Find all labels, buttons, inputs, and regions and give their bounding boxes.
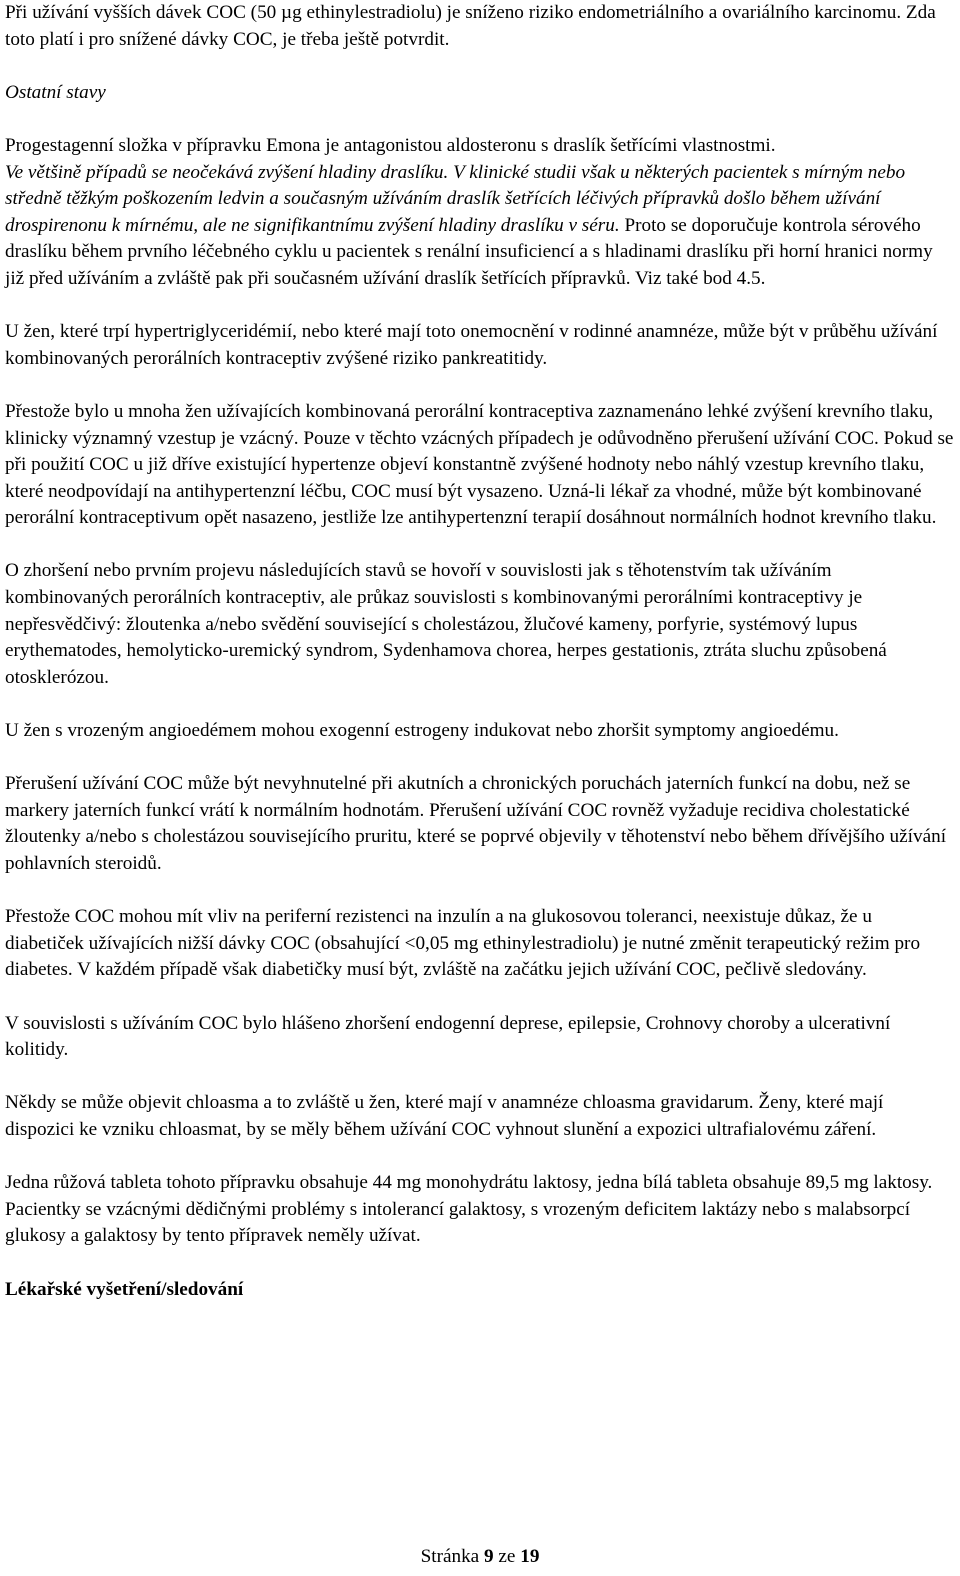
footer-mid: ze <box>493 1546 521 1567</box>
paragraph-potassium <box>5 133 955 293</box>
footer-page-number: 9 <box>484 1546 494 1567</box>
paragraph-lactose: Jedna růžová tableta tohoto přípravku obsahuje 44 mg monohydrátu laktosy, jedna bílá tableta obsahuje 89,5 mg laktosy. Pacientky se vzácnými dědičnými problémy s intolerancí galaktosy, s vrozeným deficitem laktázy nebo s malabsorpcí glukosy a galaktosy by tento přípravek neměly užívat. <box>5 1172 933 1247</box>
paragraph-liver: Přerušení užívání COC může být nevyhnutelné při akutních a chronických poruchách jaterních funkcí na dobu, než se markery jaterních funkcí vrátí k normálním hodnotám. Přerušení užívání COC rovněž vyžaduje recidiva cholestatické žloutenky a/nebo s cholestázou souvisejícího pruritu, které se poprvé objevily v těhotenství nebo během dřívějšího užívání pohlavních steroidů. <box>5 773 947 874</box>
paragraph-chloasma: Někdy se může objevit chloasma a to zvláště u žen, které mají v anamnéze chloasma gravidarum. Ženy, které mají dispozici ke vzniku chloasmat, by se měly během užívání COC vyhnout slunění a expozici ultrafialovému záření. <box>5 1092 884 1140</box>
potassium-recommendation: Proto se doporučuje kontrola sérového draslíku během prvního léčebného cyklu u pacientek s renální insuficiencí a s hladinami draslíku při horní hranici normy již před užíváním a zvláště pak při současném užívání draslík šetřících přípravků. Viz také bod 4.5. <box>5 214 933 289</box>
paragraph-pancreatitis: U žen, které trpí hypertriglyceridémií, nebo které mají toto onemocnění v rodinné anamnéze, může být v průběhu užívání kombinovaných perorálních kontraceptiv zvýšené riziko pankreatitidy. <box>5 321 938 369</box>
potassium-study-italic: Ve většině případů se neočekává zvýšení hladiny draslíku. V klinické studii však u některých pacientek s mírným nebo středně těžkým poškozením ledvin a současným užíváním draslík šetřících léčivých přípravků došlo během užívání drospirenonu k mírnému, ale ne signifikantnímu zvýšení hladiny draslíku v séru. <box>5 161 906 236</box>
paragraph-diabetes: Přestože COC mohou mít vliv na periferní rezistenci na inzulín a na glukosovou toleranci, neexistuje důkaz, že u diabetiček užívajících nižší dávky COC (obsahující <0,05 mg ethinylestradiolu) je nutné změnit terapeutický režim pro diabetes. V každém případě však diabetičky musí být, zvláště na začátku jejich užívání COC, pečlivě sledovány. <box>5 906 921 981</box>
page-footer <box>0 1544 960 1571</box>
footer-page-total: 19 <box>520 1546 540 1567</box>
paragraph-conditions: O zhoršení nebo prvním projevu následujících stavů se hovoří v souvislosti jak s těhotenstvím tak užíváním kombinovaných perorálních kontraceptiv, ale průkaz souvislosti s kombinovanými perorálními kontraceptivy je nepřesvědčivý: žloutenka a/nebo svědění související s cholestázou, žlučové kameny, porfyrie, systémový lupus erythematodes, hemolyticko-uremický syndrom, Sydenhamova chorea, herpes gestationis, ztráta sluchu způsobená otosklerózou. <box>5 560 887 688</box>
section-heading-other-conditions: Ostatní stavy <box>5 81 106 103</box>
document-page <box>5 0 955 1330</box>
paragraph-depression: V souvislosti s užíváním COC bylo hlášeno zhoršení endogenní deprese, epilepsie, Crohnovy choroby a ulcerativní kolitidy. <box>5 1012 891 1061</box>
paragraph-blood-pressure: Přestože bylo u mnoha žen užívajících kombinovaná perorální kontraceptiva zaznamenáno lehké zvýšení krevního tlaku, klinicky významný vzestup je vzácný. Pouze v těchto vzácných případech je odůvodněno přerušení užívání COC. Pokud se při použití COC u již dříve existující hypertenze objeví konstantně zvýšené hodnoty nebo náhlý vzestup krevního tlaku, které neodpovídají na antihypertenzní léčbu, COC musí být vysazeno. Uzná-li lékař za vhodné, může být kombinované perorální kontraceptivum opět nasazeno, jestliže lze antihypertenzní terapií dosáhnout normálních hodnot krevního tlaku. <box>5 400 954 529</box>
paragraph-angioedema: U žen s vrozeným angioedémem mohou exogenní estrogeny indukovat nebo zhoršit symptomy angioedému. <box>5 720 839 742</box>
potassium-intro: Progestagenní složka v přípravku Emona je antagonistou aldosteronu s draslík šetřícími vlastnostmi. <box>5 134 776 156</box>
paragraph-cancer-risk: Při užívání vyšších dávek COC (50 µg ethinylestradiolu) je sníženo riziko endometriálního a ovariálního karcinomu. Zda toto platí i pro snížené dávky COC, je třeba ještě potvrdit. <box>5 2 936 50</box>
section-heading-medical-exam: Lékařské vyšetření/sledování <box>5 1278 244 1300</box>
footer-prefix: Stránka <box>420 1546 484 1567</box>
